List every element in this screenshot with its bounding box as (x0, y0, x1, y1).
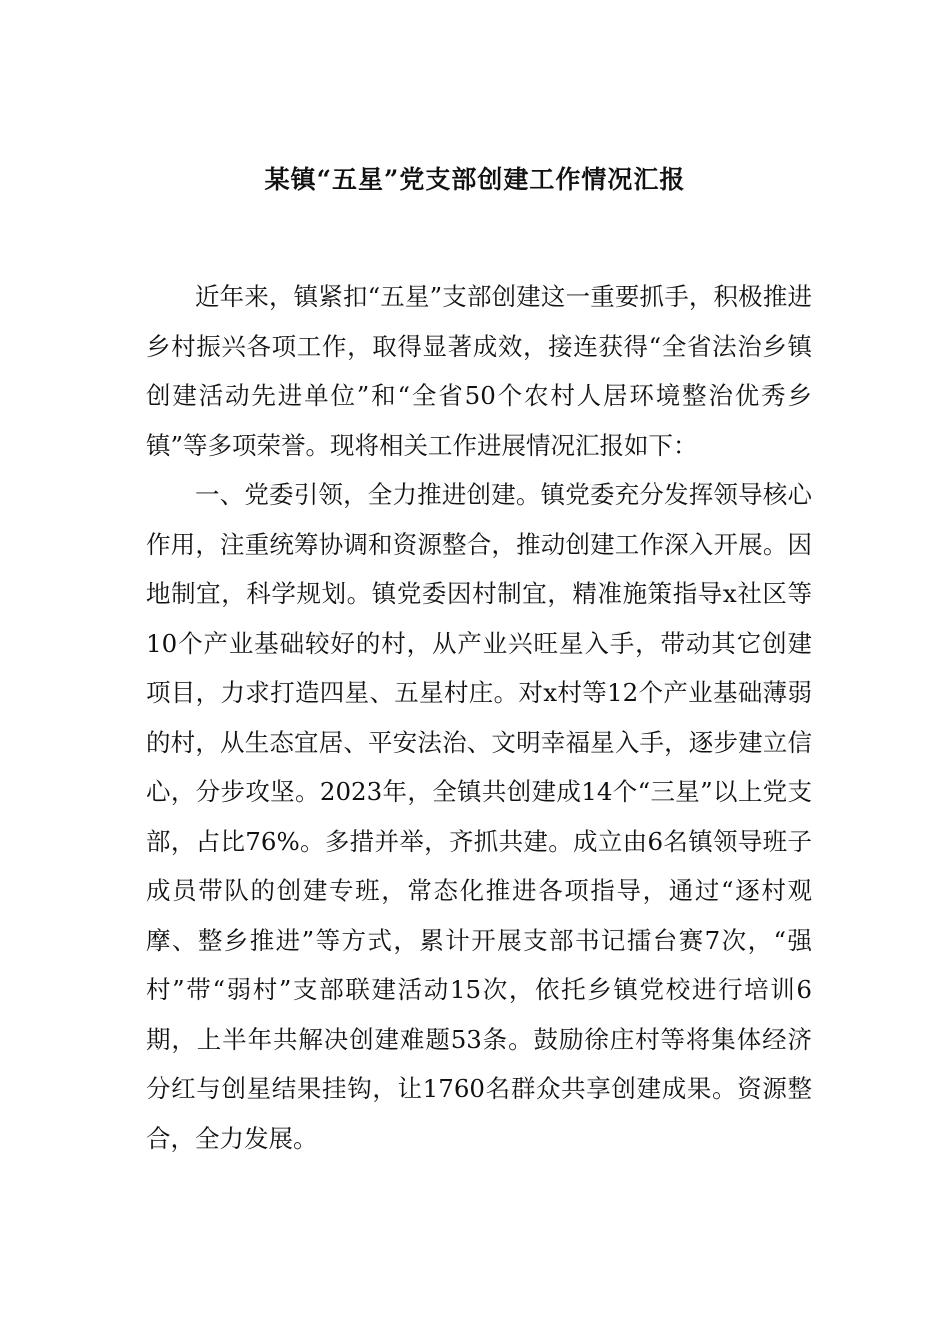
document-body (146, 272, 812, 1163)
document-title: 某镇“五星”党支部创建工作情况汇报 (264, 165, 686, 194)
paragraph-intro: 近年来，镇紧扣“五星”支部创建这一重要抓手，积极推进乡村振兴各项工作，取得显著成效，接连获得“全省法治乡镇创建活动先进单位”和“全省50个农村人居环境整治优秀乡镇”等多项荣誉。现将相关工作进展情况汇报如下： (146, 282, 812, 460)
paragraph-section-one: 一、党委引领，全力推进创建。镇党委充分发挥领导核心作用，注重统筹协调和资源整合，推动创建工作深入开展。因地制宜，科学规划。镇党委因村制宜，精准施策指导x社区等10个产业基础较好的村，从产业兴旺星入手，带动其它创建项目，力求打造四星、五星村庄。对x村等12个产业基础薄弱的村，从生态宜居、平安法治、文明幸福星入手，逐步建立信心，分步攻坚。2023年，全镇共创建成14个“三星”以上党支部，占比76%。多措并举，齐抓共建。成立由6名镇领导班子成员带队的创建专班，常态化推进各项指导，通过“逐村观摩、整乡推进”等方式，累计开展支部书记擂台赛7次，“强村”带“弱村”支部联建活动15次，依托乡镇党校进行培训6期，上半年共解决创建难题53条。鼓励徐庄村等将集体经济分红与创星结果挂钩，让1760名群众共享创建成果。资源整合，全力发展。 (146, 480, 812, 1153)
